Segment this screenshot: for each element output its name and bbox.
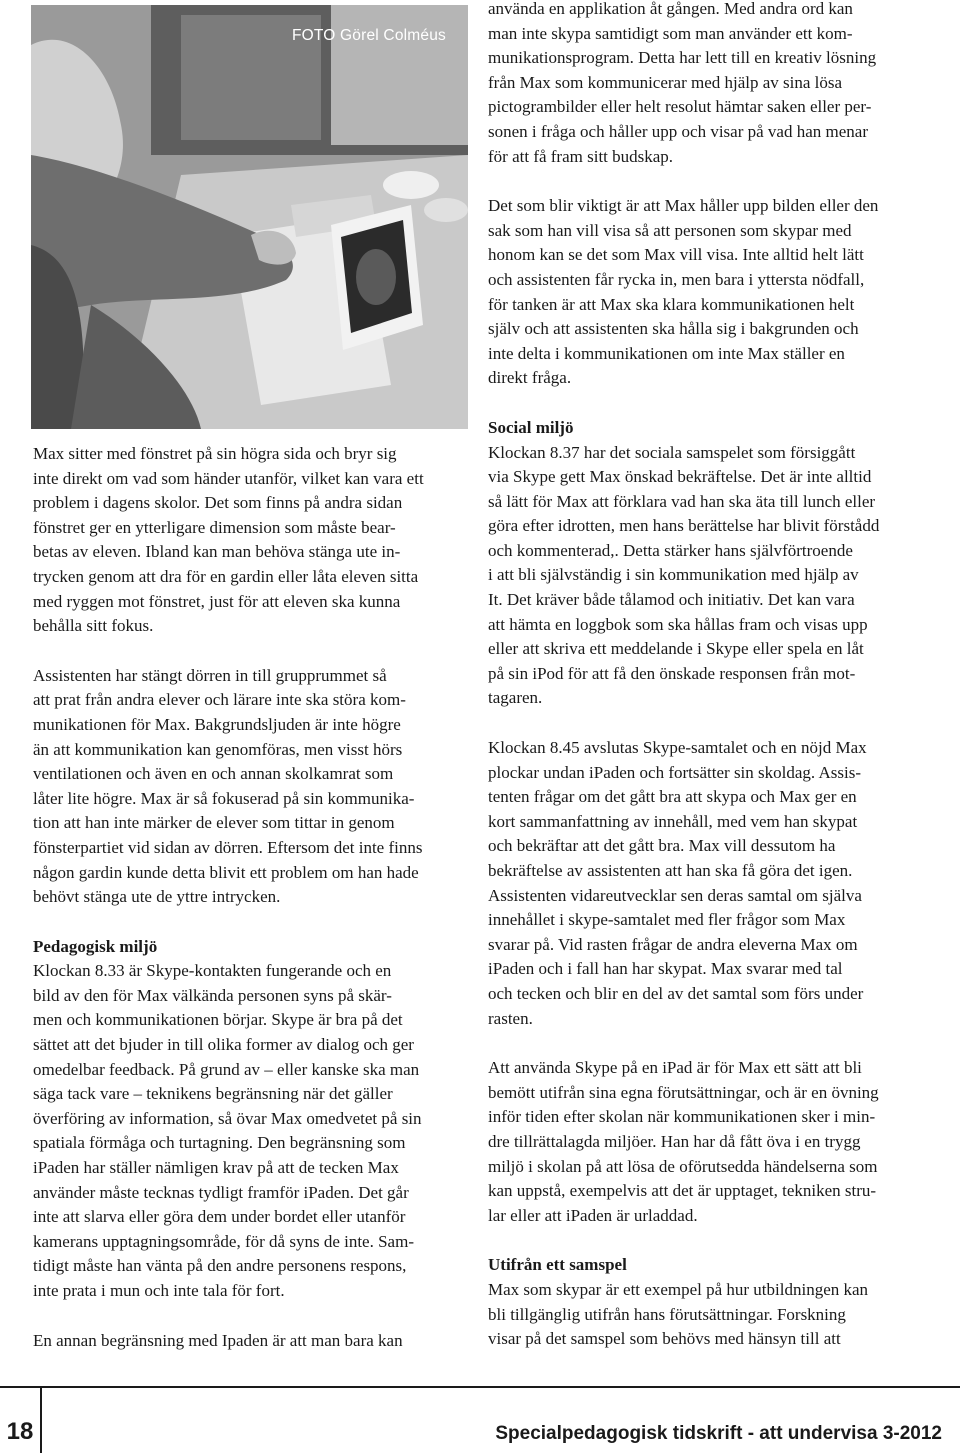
text-line: överföring av information, så övar Max omedvetet på sin (33, 1108, 422, 1128)
text-line: någon gardin kunde detta blivit ett problem om han hade (33, 862, 419, 882)
journal-title: Specialpedagogisk tidskrift - att undervisa 3-2012 (495, 1423, 942, 1444)
text-line: att hämta en loggbok som ska hållas fram och visas upp (488, 614, 868, 634)
text-line: bemött utifrån sina egna förutsättningar, och är en övning (488, 1082, 879, 1102)
text-line: att prat från andra elever och lärare inte ska störa kom- (33, 690, 406, 710)
text-line: Assistenten har stängt dörren in till grupprummet så (33, 665, 387, 685)
paragraph-avslutas (488, 736, 928, 1031)
text-line: rasten. (488, 1008, 533, 1028)
text-line: sättet att det bjuder in till olika former av dialog och ger (33, 1035, 414, 1055)
text-line: iPaden och i fall han har skypat. Max svarar med tal (488, 959, 843, 979)
heading-social-miljo: Social miljö (488, 417, 574, 437)
text-line: trycken genom att dra för en gardin eller låta eleven sitta (33, 566, 419, 586)
paragraph-utifran (488, 1278, 928, 1352)
text-line: fönsterpartiet vid sidan av dörren. Eftersom det inte finns (33, 837, 423, 857)
text-line: än att kommunikation kan genomföras, men visst hörs (33, 739, 403, 759)
text-line: bild av den för Max välkända personen syns på skär- (33, 985, 392, 1005)
text-line: svarar på. Vid rasten frågar de andra eleverna Max om (488, 934, 858, 954)
text-line: så lätt för Max att förklara vad han ska äta till lunch eller (488, 491, 876, 511)
text-line: inte direkt om vad som händer utanför, vilket kan vara ett (33, 468, 424, 488)
text-line: iPaden har ställer nämligen krav på att de tecken Max (33, 1158, 399, 1178)
text-line: spatiala förmåga och turtagning. Den begränsning som (33, 1133, 406, 1153)
text-line: Att använda Skype på en iPad är för Max ett sätt att bli (488, 1058, 862, 1078)
text-line: plockar undan iPaden och fortsätter sin skoldag. Assis- (488, 762, 861, 782)
text-line: Det som blir viktigt är att Max håller upp bilden eller den (488, 196, 879, 216)
photo-illustration (31, 5, 468, 429)
right-column (488, 0, 928, 1352)
text-line: direkt fråga. (488, 368, 572, 388)
text-line: visar på det samspel som behövs med hänsyn till att (488, 1329, 841, 1349)
text-line: och tecken och blir en del av det samtal som förs under (488, 983, 864, 1003)
text-line: Klockan 8.45 avslutas Skype-samtalet och en nöjd Max (488, 738, 867, 758)
text-line: kort sammanfattning av innehåll, med vem han skypat (488, 811, 858, 831)
text-line: och assistenten får rycka in, men bara i yttersta nödfall, (488, 269, 865, 289)
paragraph-pedagogisk (33, 959, 465, 1303)
paragraph-social (488, 441, 928, 712)
text-line: behövt stänga ute de yttre intrycken. (33, 887, 281, 907)
text-line: inte prata i mun och inte tala för fort. (33, 1281, 285, 1300)
text-line: själv och att assistenten ska hålla sig i bakgrunden och (488, 319, 859, 339)
text-line: Max sitter med fönstret på sin högra sida och bryr sig (33, 444, 397, 463)
text-line: miljö i skolan på att lösa de oförutsedda händelserna som (488, 1156, 878, 1176)
text-line: från Max som kommunicerar med hjälp av sina lösa (488, 72, 843, 92)
text-line: sak som han vill visa så att personen som skypar med (488, 220, 852, 240)
text-line: bli tillgänglig utifrån hans förutsättningar. Forskning (488, 1304, 846, 1324)
left-column (33, 442, 465, 1353)
text-line: ventilationen och även en och annan skolkamrat som (33, 764, 394, 784)
text-line: munikationsprogram. Detta har lett till en kreativ lösning (488, 48, 877, 68)
text-line: via Skype gett Max önskad bekräftelse. Det är inte alltid (488, 467, 872, 487)
paragraph-skype-ipad (488, 1056, 928, 1228)
heading-utifran-ett-samspel: Utifrån ett samspel (488, 1255, 627, 1275)
text-line: sonen i fråga och håller upp och visar på vad han menar (488, 121, 868, 141)
text-line: innehållet i skype-samtalet med fler frågor som Max (488, 910, 846, 930)
paragraph-begransning (33, 1329, 465, 1354)
text-line: med ryggen mot fönstret, just för att eleven ska kunna (33, 591, 401, 611)
heading-pedagogisk-miljo: Pedagogisk miljö (33, 936, 158, 956)
text-line: använda en applikation åt gången. Med andra ord kan (488, 0, 853, 18)
text-line: göra efter idrotten, men hans berättelse har blivit förstådd (488, 516, 880, 536)
text-line: inte att slarva eller göra dem under bordet eller utanför (33, 1207, 406, 1227)
paragraph-halla-upp (488, 194, 928, 391)
text-line: kamerans upptagningsområde, för då syns de inte. Sam- (33, 1231, 414, 1251)
text-line: fönstret ger en ytterligare dimension som måste bear- (33, 517, 396, 537)
text-line: problem i dagens skolor. Det som finns på andra sidan (33, 493, 403, 513)
text-line: inför tiden efter skolan när kommunikationen sker i min- (488, 1107, 876, 1127)
text-line: på sin iPod för att få den önskade responsen från mot- (488, 663, 856, 683)
paragraph-grupprum (33, 664, 465, 910)
footer-divider (40, 1388, 42, 1453)
text-line: tidigt måste han vänta på den andre personens respons, (33, 1256, 407, 1276)
text-line: eller att skriva ett meddelande i Skype eller spela en låt (488, 639, 864, 659)
article-photo (31, 5, 468, 429)
text-line: pictogrambilder eller helt resolut hämtar saken eller per- (488, 97, 872, 117)
paragraph-intro (488, 0, 928, 169)
text-line: och kommenterad,. Detta stärker hans självförtroende (488, 540, 853, 560)
text-line: man inte skypa samtidigt som man använder ett kom- (488, 23, 853, 43)
text-line: för tanken är att Max ska klara kommunikationen helt (488, 294, 855, 314)
text-line: bekräftelse av assistenten att han ska få göra det igen. (488, 861, 853, 880)
text-line: honom kan se det som Max vill visa. Inte alltid helt lätt (488, 245, 864, 265)
text-line: men och kommunikationen börjar. Skype är bra på det (33, 1010, 403, 1030)
text-line: En annan begränsning med Ipaden är att man bara kan (33, 1330, 403, 1350)
text-line: behålla sitt fokus. (33, 616, 154, 636)
text-line: låter lite högre. Max är så fokuserad på sin kommunika- (33, 788, 415, 808)
text-line: och bekräftar att det gått bra. Max vill dessutom ha (488, 836, 836, 856)
text-line: dre tillrättalagda miljöer. Han har då fått öva i en trygg (488, 1131, 861, 1151)
text-line: lar eller att iPaden är urladdad. (488, 1205, 698, 1225)
text-line: använder måste tecknas tydligt framför iPaden. Det går (33, 1182, 409, 1202)
photo-caption (33, 442, 465, 639)
footer-rule (0, 1386, 960, 1388)
text-line: tion att han inte märker de elever som tittar in genom (33, 813, 395, 833)
page-number: 18 (6, 1418, 34, 1445)
text-line: kan uppstå, exempelvis att det är upptaget, tekniken stru- (488, 1181, 877, 1201)
text-line: Assistenten vidareutvecklar sen deras samtal om själva (488, 885, 862, 905)
text-line: för att få fram sitt budskap. (488, 146, 674, 166)
photo-credit: FOTO Görel Colméus (291, 27, 446, 44)
text-line: omedelbar feedback. På grund av – eller kanske ska man (33, 1059, 420, 1079)
text-line: tagaren. (488, 688, 543, 708)
text-line: tenten frågar om det gått bra att skypa och Max ger en (488, 787, 857, 807)
text-line: i att bli självständig i sin kommunikation med hjälp av (488, 565, 859, 585)
text-line: Klockan 8.37 har det sociala samspelet som försiggått (488, 442, 856, 462)
text-line: Max som skypar är ett exempel på hur utbildningen kan (488, 1279, 869, 1299)
text-line: It. Det kräver både tålamod och initiativ. Det kan vara (488, 590, 855, 610)
text-line: inte delta i kommunikationen om inte Max ställer en (488, 343, 845, 363)
text-line: munikationen för Max. Bakgrundsljuden är inte högre (33, 714, 401, 734)
text-line: säga tack vare – teknikens begränsning när det gäller (33, 1084, 393, 1104)
text-line: betas av eleven. Ibland kan man behöva stänga ute in- (33, 542, 401, 562)
text-line: Klockan 8.33 är Skype-kontakten fungerande och en (33, 961, 392, 981)
